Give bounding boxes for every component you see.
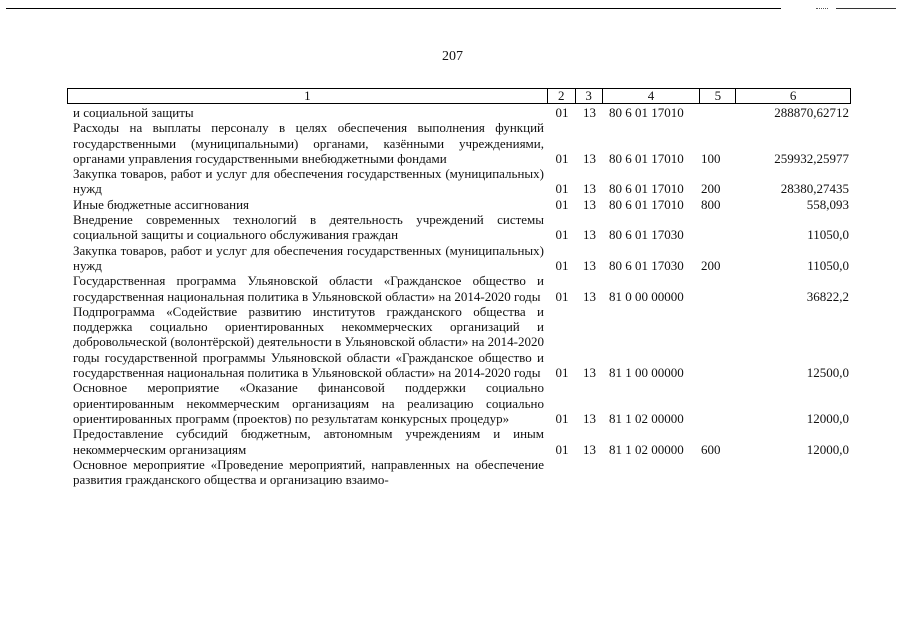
row-description: Внедрение современных технологий в деятельность учреждений системы социальной защиты и социального обслуживания граждан [73, 212, 544, 243]
row-description: Иные бюджетные ассигнования [73, 196, 250, 212]
header-rule [0, 4, 905, 14]
row-target-code: 81 1 02 00000 [609, 410, 684, 426]
row-description: Расходы на выплаты персоналу в целях обеспечения выполнения функций государственными (муниципальными) органами, казёнными учреждениями, органами управления государственными внебюджетными фондами [73, 120, 544, 166]
row-target-code: 80 6 01 17030 [609, 257, 684, 273]
row-section: 01 [555, 410, 569, 426]
row-section: 01 [555, 365, 569, 381]
row-description: Подпрограмма «Содействие развитию институтов гражданского общества и поддержка социально ориентированных некоммерческих организаций и добровольческой (волонтёрской) деятельности в Ульяновской области» на 2014-2020 годы государственной программы Ульяновской области «Гражданское общество и государственная национальная политика в Ульяновской области» на 2014-2020 годы [73, 303, 544, 381]
row-subsection: 13 [583, 196, 596, 212]
table-row [67, 304, 851, 380]
row-description: Государственная программа Ульяновской области «Гражданское общество и государственная национальная политика в Ульяновской области» на 2014-2020 годы [73, 273, 544, 304]
row-subsection: 13 [583, 181, 596, 197]
row-amount: 11050,0 [807, 257, 849, 273]
row-subsection: 13 [583, 227, 596, 243]
row-subsection: 13 [583, 150, 596, 166]
row-amount: 12500,0 [806, 365, 849, 381]
row-amount: 36822,2 [806, 288, 849, 304]
row-section: 01 [555, 196, 569, 212]
row-section: 01 [555, 181, 569, 197]
column-header-3: 3 [576, 89, 603, 103]
row-target-code: 81 0 00 00000 [609, 288, 684, 304]
table-row [67, 273, 851, 304]
table-row [67, 426, 851, 457]
row-section: 01 [555, 150, 569, 166]
row-amount: 11050,0 [807, 227, 849, 243]
table-row [67, 166, 851, 197]
row-description: Основное мероприятие «Проведение мероприятий, направленных на обеспечение развития гражданского общества и организацию взаимо- [73, 456, 544, 488]
table-row [67, 212, 851, 243]
row-subsection: 13 [583, 105, 596, 120]
row-section: 01 [555, 441, 569, 457]
row-description: Основное мероприятие «Оказание финансовой поддержки социально ориентированным некоммерческим организациям на реализацию социально ориентированных программ (проектов) по результатам конкурсных процедур» [73, 380, 544, 426]
page-number: 207 [442, 49, 463, 64]
row-subsection: 13 [583, 441, 596, 457]
row-target-code: 80 6 01 17010 [609, 181, 684, 197]
row-subsection: 13 [583, 410, 596, 426]
row-amount: 288870,62712 [774, 105, 849, 120]
row-description: Закупка товаров, работ и услуг для обеспечения государственных (муниципальных) нужд [73, 166, 544, 197]
column-header-1: 1 [68, 89, 548, 103]
row-expense-type: 200 [701, 181, 721, 197]
row-expense-type: 600 [701, 441, 721, 457]
row-target-code: 80 6 01 17030 [609, 227, 684, 243]
row-amount: 12000,0 [806, 441, 849, 457]
table-row [67, 120, 851, 166]
row-description: и социальной защиты [73, 105, 194, 120]
row-expense-type: 100 [701, 150, 721, 166]
table-body [67, 105, 851, 487]
row-section: 01 [555, 227, 569, 243]
row-target-code: 81 1 02 00000 [609, 441, 684, 457]
budget-table [67, 88, 851, 487]
row-subsection: 13 [583, 257, 596, 273]
row-target-code: 80 6 01 17010 [609, 196, 684, 212]
row-description: Закупка товаров, работ и услуг для обеспечения государственных (муниципальных) нужд [73, 242, 544, 273]
row-amount: 12000,0 [806, 410, 849, 426]
table-header-row [67, 88, 851, 104]
row-expense-type: 800 [701, 196, 721, 212]
table-row [67, 457, 851, 488]
table-row [67, 243, 851, 274]
row-amount: 558,093 [806, 196, 849, 212]
table-row [67, 380, 851, 426]
row-description: Предоставление субсидий бюджетным, автономным учреждениям и иным некоммерческим организациям [73, 426, 544, 457]
row-amount: 259932,25977 [774, 150, 849, 166]
row-expense-type: 200 [701, 257, 721, 273]
row-target-code: 80 6 01 17010 [609, 105, 684, 120]
row-section: 01 [555, 105, 569, 120]
row-section: 01 [555, 288, 569, 304]
table-row [67, 105, 851, 120]
column-header-5: 5 [700, 89, 736, 103]
column-header-6: 6 [789, 88, 797, 103]
row-subsection: 13 [583, 288, 596, 304]
table-row [67, 197, 851, 212]
row-target-code: 80 6 01 17010 [609, 150, 684, 166]
row-subsection: 13 [583, 365, 596, 381]
column-header-2: 2 [548, 89, 576, 103]
column-header-4: 4 [603, 89, 701, 103]
row-amount: 28380,27435 [780, 181, 849, 197]
row-section: 01 [555, 257, 569, 273]
row-target-code: 81 1 00 00000 [609, 365, 684, 381]
